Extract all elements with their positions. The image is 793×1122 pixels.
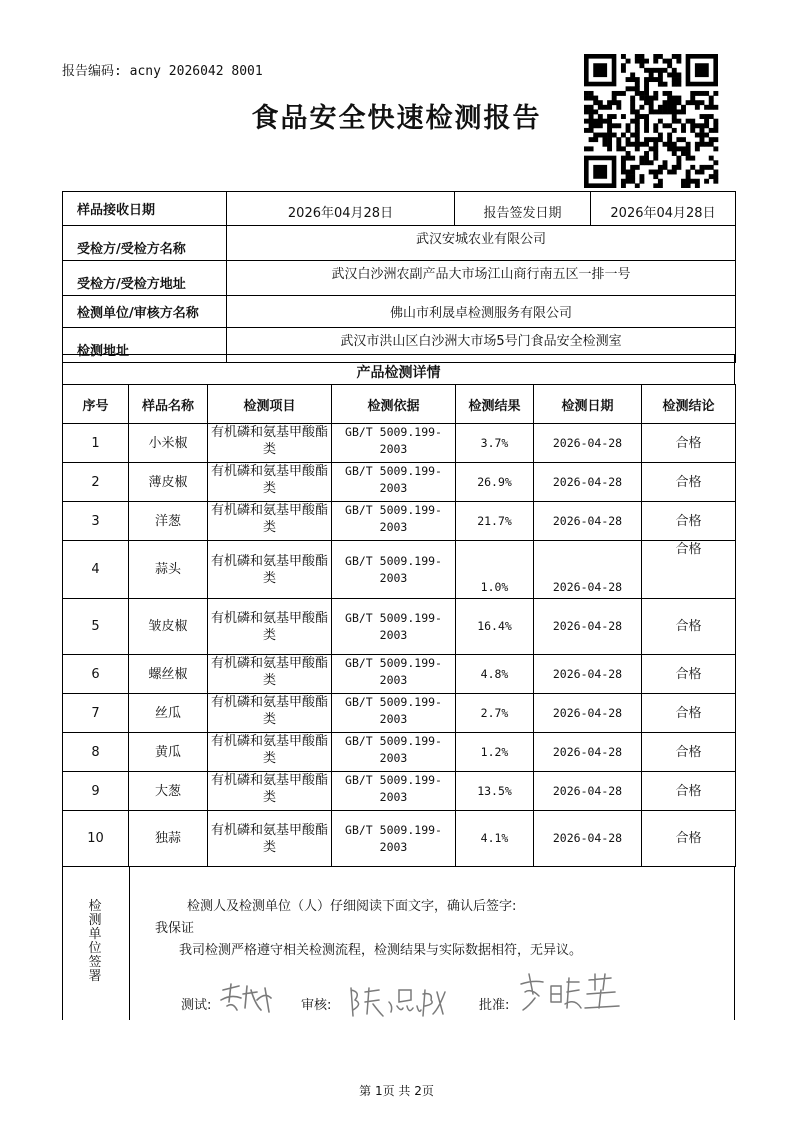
row-sample-name: 独蒜 (129, 811, 208, 867)
col-header-basis: 检测依据 (332, 385, 456, 424)
inspected-addr-label: 受检方/受检方地址 (63, 261, 227, 296)
page-footer: 第 1页 共 2页 (359, 1084, 434, 1098)
row-test-result: 16.4% (456, 599, 534, 655)
row-test-result: 2.7% (456, 694, 534, 733)
table-row (63, 541, 736, 599)
row-test-item: 有机磷和氨基甲酸酯类 (208, 733, 332, 772)
row-test-item: 有机磷和氨基甲酸酯类 (208, 599, 332, 655)
row-conclusion: 合格 (642, 541, 736, 599)
report-number (62, 60, 263, 79)
row-test-date: 2026-04-28 (534, 599, 642, 655)
row-test-date: 2026-04-28 (534, 541, 642, 599)
table-row (63, 811, 736, 867)
signature-instruction: 检测人及检测单位（人）仔细阅读下面文字，确认后签字: (187, 899, 517, 914)
row-test-result: 4.8% (456, 655, 534, 694)
row-test-date: 2026-04-28 (534, 502, 642, 541)
receive-date-value: 2026年04月28日 (227, 192, 455, 226)
row-test-date: 2026-04-28 (534, 811, 642, 867)
row-sample-name: 洋葱 (129, 502, 208, 541)
row-no: 5 (63, 599, 129, 655)
inspected-name-row (63, 226, 736, 261)
row-test-item: 有机磷和氨基甲酸酯类 (208, 811, 332, 867)
row-sample-name: 丝瓜 (129, 694, 208, 733)
row-no: 6 (63, 655, 129, 694)
testing-addr-label: 检测地址 (63, 328, 227, 363)
col-header-result: 检测结果 (456, 385, 534, 424)
row-sample-name: 薄皮椒 (129, 463, 208, 502)
row-sample-name: 大葱 (129, 772, 208, 811)
row-conclusion: 合格 (642, 694, 736, 733)
table-row (63, 424, 736, 463)
row-test-date: 2026-04-28 (534, 694, 642, 733)
issue-date-value: 2026年04月28日 (591, 192, 736, 226)
info-table (62, 191, 736, 363)
row-test-basis: GB/T 5009.199-2003 (332, 424, 456, 463)
row-test-date: 2026-04-28 (534, 424, 642, 463)
table-row (63, 599, 736, 655)
row-test-basis: GB/T 5009.199-2003 (332, 772, 456, 811)
receive-date-label: 样品接收日期 (63, 192, 227, 226)
row-test-result: 13.5% (456, 772, 534, 811)
table-row (63, 694, 736, 733)
row-test-basis: GB/T 5009.199-2003 (332, 655, 456, 694)
inspected-addr-row (63, 261, 736, 296)
row-no: 2 (63, 463, 129, 502)
row-conclusion: 合格 (642, 502, 736, 541)
row-sample-name: 螺丝椒 (129, 655, 208, 694)
testing-unit-row (63, 296, 736, 328)
row-conclusion: 合格 (642, 733, 736, 772)
col-header-name: 样品名称 (129, 385, 208, 424)
col-header-date: 检测日期 (534, 385, 642, 424)
inspected-addr-value: 武汉白沙洲农副产品大市场江山商行南五区一排一号 (227, 261, 736, 296)
row-test-item: 有机磷和氨基甲酸酯类 (208, 502, 332, 541)
row-test-date: 2026-04-28 (534, 463, 642, 502)
row-test-result: 4.1% (456, 811, 534, 867)
testing-unit-label: 检测单位/审核方名称 (63, 296, 227, 328)
col-header-item: 检测项目 (208, 385, 332, 424)
report-number-label: 报告编码: (62, 64, 122, 79)
row-test-basis: GB/T 5009.199-2003 (332, 733, 456, 772)
row-test-item: 有机磷和氨基甲酸酯类 (208, 655, 332, 694)
row-no: 1 (63, 424, 129, 463)
row-sample-name: 黄瓜 (129, 733, 208, 772)
signature-label-column (63, 866, 130, 1020)
signature-guarantee: 我保证 (155, 921, 195, 936)
detail-section-title: 产品检测详情 (62, 354, 735, 385)
issue-date-label: 报告签发日期 (455, 192, 591, 226)
detail-table (62, 384, 736, 867)
row-test-basis: GB/T 5009.199-2003 (332, 463, 456, 502)
row-test-item: 有机磷和氨基甲酸酯类 (208, 694, 332, 733)
row-conclusion: 合格 (642, 599, 736, 655)
row-test-item: 有机磷和氨基甲酸酯类 (208, 463, 332, 502)
row-test-basis: GB/T 5009.199-2003 (332, 541, 456, 599)
row-test-item: 有机磷和氨基甲酸酯类 (208, 772, 332, 811)
row-conclusion: 合格 (642, 424, 736, 463)
reviewer-signature (345, 984, 455, 1020)
table-row (63, 772, 736, 811)
signature-statement: 我司检测严格遵守相关检测流程，检测结果与实际数据相符，无异议。 (179, 943, 583, 958)
table-row (63, 733, 736, 772)
table-row (63, 463, 736, 502)
row-no: 9 (63, 772, 129, 811)
col-header-conclusion: 检测结论 (642, 385, 736, 424)
row-test-result: 26.9% (456, 463, 534, 502)
row-no: 4 (63, 541, 129, 599)
row-conclusion: 合格 (642, 655, 736, 694)
row-no: 8 (63, 733, 129, 772)
signature-section (62, 866, 735, 1020)
row-test-item: 有机磷和氨基甲酸酯类 (208, 541, 332, 599)
row-conclusion: 合格 (642, 772, 736, 811)
row-conclusion: 合格 (642, 463, 736, 502)
detail-header-row (63, 385, 736, 424)
row-sample-name: 蒜头 (129, 541, 208, 599)
row-sample-name: 小米椒 (129, 424, 208, 463)
row-test-basis: GB/T 5009.199-2003 (332, 502, 456, 541)
table-row (63, 655, 736, 694)
row-sample-name: 皱皮椒 (129, 599, 208, 655)
report-title: 食品安全快速检测报告 (251, 103, 542, 134)
table-row (63, 502, 736, 541)
row-test-result: 3.7% (456, 424, 534, 463)
row-test-date: 2026-04-28 (534, 772, 642, 811)
row-test-basis: GB/T 5009.199-2003 (332, 811, 456, 867)
row-test-result: 21.7% (456, 502, 534, 541)
inspected-name-value: 武汉安城农业有限公司 (227, 226, 736, 261)
qr-code-icon (584, 54, 720, 188)
row-test-date: 2026-04-28 (534, 733, 642, 772)
row-test-result: 1.0% (456, 541, 534, 599)
row-test-item: 有机磷和氨基甲酸酯类 (208, 424, 332, 463)
row-no: 3 (63, 502, 129, 541)
receive-date-row (63, 192, 736, 226)
approver-signature (515, 968, 625, 1016)
tester-signature (217, 980, 277, 1016)
col-header-no: 序号 (63, 385, 129, 424)
row-test-date: 2026-04-28 (534, 655, 642, 694)
row-test-basis: GB/T 5009.199-2003 (332, 599, 456, 655)
row-test-result: 1.2% (456, 733, 534, 772)
signature-side-label: 检测单位签署 (88, 899, 102, 984)
approver-label: 批准: (479, 998, 510, 1013)
row-no: 7 (63, 694, 129, 733)
report-number-value: acny 2026042 8001 (129, 64, 263, 79)
tester-label: 测试: (181, 998, 212, 1013)
row-no: 10 (63, 811, 129, 867)
inspected-name-label: 受检方/受检方名称 (63, 226, 227, 261)
reviewer-label: 审核: (301, 998, 332, 1013)
testing-unit-value: 佛山市利晟卓检测服务有限公司 (227, 296, 736, 328)
row-conclusion: 合格 (642, 811, 736, 867)
testing-addr-value: 武汉市洪山区白沙洲大市场5号门食品安全检测室 (227, 328, 736, 363)
row-test-basis: GB/T 5009.199-2003 (332, 694, 456, 733)
